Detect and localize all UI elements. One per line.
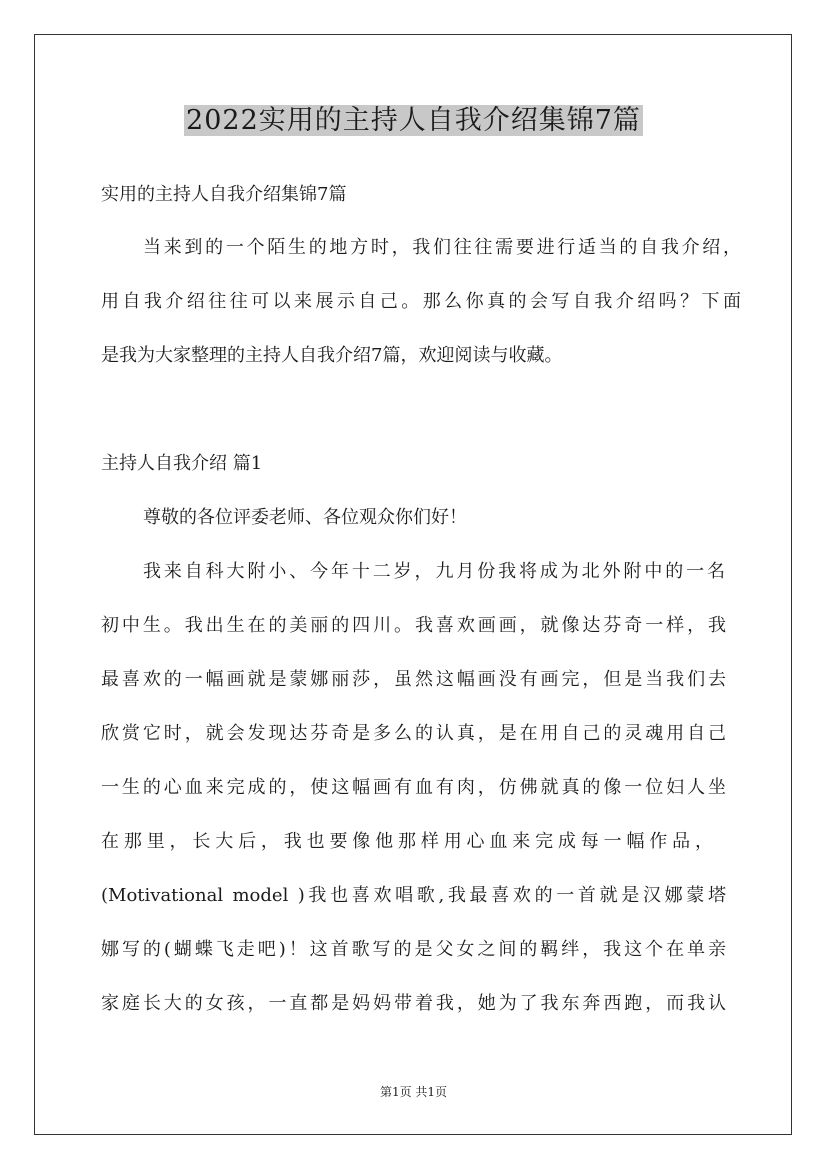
body-line-8: 娜写的(蝴蝶飞走吧)！这首歌写的是父女之间的羁绊，我这个在单亲 bbox=[101, 939, 726, 960]
document-title bbox=[0, 100, 827, 142]
body-line-1: 我来自科大附小、今年十二岁，九月份我将成为北外附中的一名 bbox=[143, 561, 725, 582]
body-line-9: 家庭长大的女孩，一直都是妈妈带着我，她为了我东奔西跑，而我认 bbox=[101, 993, 726, 1014]
intro-line-2: 用自我介绍往往可以来展示自己。那么你真的会写自我介绍吗？下面 bbox=[101, 291, 741, 312]
body-line-5: 一生的心血来完成的，使这幅画有血有肉，仿佛就真的像一位妇人坐 bbox=[101, 777, 726, 798]
section-heading: 主持人自我介绍 篇1 bbox=[101, 453, 263, 474]
document-title-text: 2022实用的主持人自我介绍集锦7篇 bbox=[186, 105, 641, 136]
intro-line-3: 是我为大家整理的主持人自我介绍7篇，欢迎阅读与收藏。 bbox=[101, 345, 563, 366]
body-line-2: 初中生。我出生在的美丽的四川。我喜欢画画，就像达芬奇一样，我 bbox=[101, 615, 726, 636]
document-subtitle: 实用的主持人自我介绍集锦7篇 bbox=[101, 184, 347, 205]
body-line-4: 欣赏它时，就会发现达芬奇是多么的认真，是在用自己的灵魂用自己 bbox=[101, 723, 726, 744]
greeting-line: 尊敬的各位评委老师、各位观众你们好！ bbox=[143, 507, 467, 528]
body-line-7: (Motivational model )我也喜欢唱歌,我最喜欢的一首就是汉娜蒙塔 bbox=[101, 885, 726, 906]
intro-line-1: 当来到的一个陌生的地方时，我们往往需要进行适当的自我介绍， bbox=[143, 237, 741, 258]
body-line-6: 在那里，长大后，我也要像他那样用心血来完成每一幅作品， bbox=[101, 831, 713, 852]
page-number-footer: 第1页 共1页 bbox=[379, 1085, 448, 1099]
body-line-3: 最喜欢的一幅画就是蒙娜丽莎，虽然这幅画没有画完，但是当我们去 bbox=[101, 669, 726, 690]
